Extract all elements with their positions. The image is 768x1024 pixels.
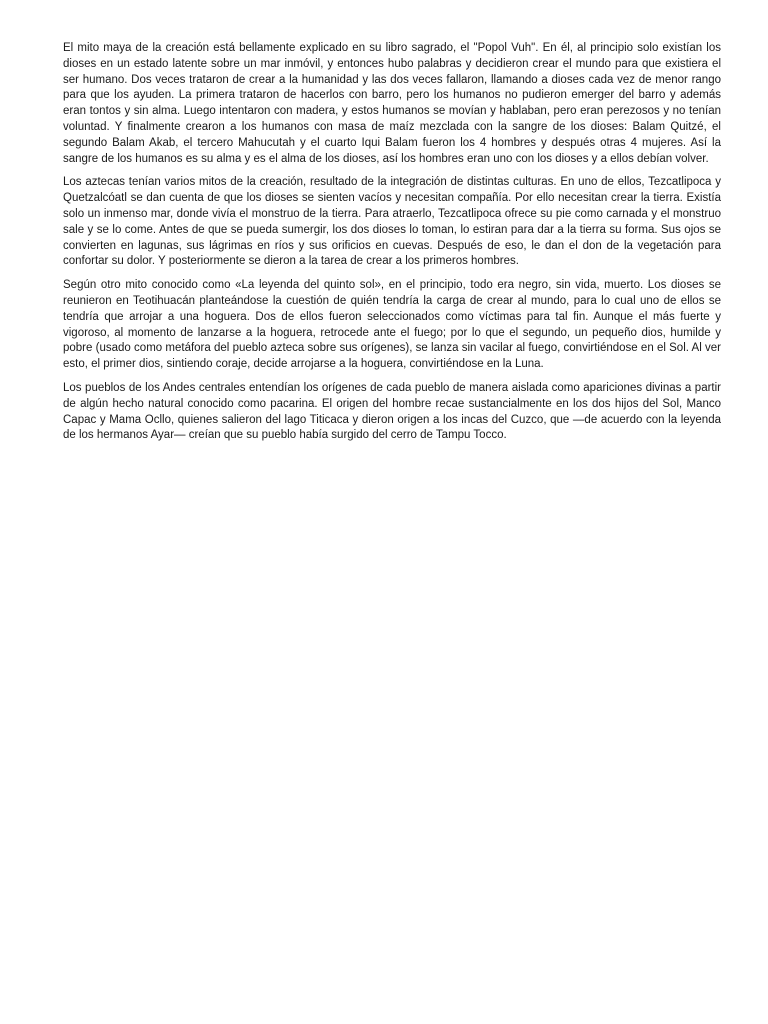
paragraph-aztec-myth: Los aztecas tenían varios mitos de la creación, resultado de la integración de distintas culturas. En uno de ellos, Tezcatlipoca y Quetzalcóatl se dan cuenta de que los dioses se sienten vacíos y necesitan compañía. Por ello necesitan crear la tierra. Existía solo un inmenso mar, donde vivía el monstruo de la tierra. Para atraerlo, Tezcatlipoca ofrece su pie como carnada y el monstruo sale y se lo come. Antes de que se pueda sumergir, los dos dioses lo toman, lo estiran para dar a la tierra su forma. Sus ojos se convierten en lagunas, sus lágrimas en ríos y sus orificios en cuevas. Después de eso, le dan el don de la vegetación para confortar su dolor. Y posteriormente se dieron a la tarea de crear a los primeros hombres. xyxy=(63,176,721,268)
paragraph-maya-myth: El mito maya de la creación está bellamente explicado en su libro sagrado, el "Popol Vuh". En él, al principio solo existían los dioses en un estado latente sobre un mar inmóvil, y entonces hubo palabras y decidieron crear el mundo para que existiera el ser humano. Dos veces trataron de crear a la humanidad y las dos veces fallaron, llamando a dioses cada vez de menor rango para que los ayuden. La primera trataron de hacerlos con barro, pero los humanos no pudieron emerger del barro y además eran tontos y sin alma. Luego intentaron con madera, y estos humanos se movían y hablaban, pero eran perezosos y no tenían voluntad. Y finalmente crearon a los humanos con masa de maíz mezclada con la sangre de los dioses: Balam Quitzé, el segundo Balam Akab, el tercero Mahucutah y el cuarto Iqui Balam fueron los 4 hombres y después otras 4 mujeres. Así la sangre de los humanos es su alma y es el alma de los dioses, así los hombres eran uno con los dioses y a ellos debían volver. xyxy=(63,42,721,165)
document-page xyxy=(63,41,721,452)
paragraph-fifth-sun-legend: Según otro mito conocido como «La leyenda del quinto sol», en el principio, todo era negro, sin vida, muerto. Los dioses se reunieron en Teotihuacán planteándose la cuestión de quién tendría la carga de crear al mundo, para lo cual uno de ellos se tendría que arrojar a una hoguera. Dos de ellos fueron seleccionados como víctimas para tal fin. Aunque el más fuerte y vigoroso, al momento de lanzarse a la hoguera, retrocede ante el fuego; por lo que el segundo, un pequeño dios, humilde y pobre (usado como metáfora del pueblo azteca sobre sus orígenes), se lanza sin vacilar al fuego, convirtiéndose en el Sol. Al ver esto, el primer dios, sintiendo coraje, decide arrojarse a la hoguera, convirtiéndose en la Luna. xyxy=(63,279,721,371)
paragraph-andean-myth: Los pueblos de los Andes centrales entendían los orígenes de cada pueblo de manera aislada como apariciones divinas a partir de algún hecho natural conocido como pacarina. El origen del hombre recae sustancialmente en los dos hijos del Sol, Manco Capac y Mama Ocllo, quienes salieron del lago Titicaca y dieron origen a los incas del Cuzco, que —de acuerdo con la leyenda de los hermanos Ayar— creían que su pueblo había surgido del cerro de Tampu Tocco. xyxy=(63,381,721,442)
